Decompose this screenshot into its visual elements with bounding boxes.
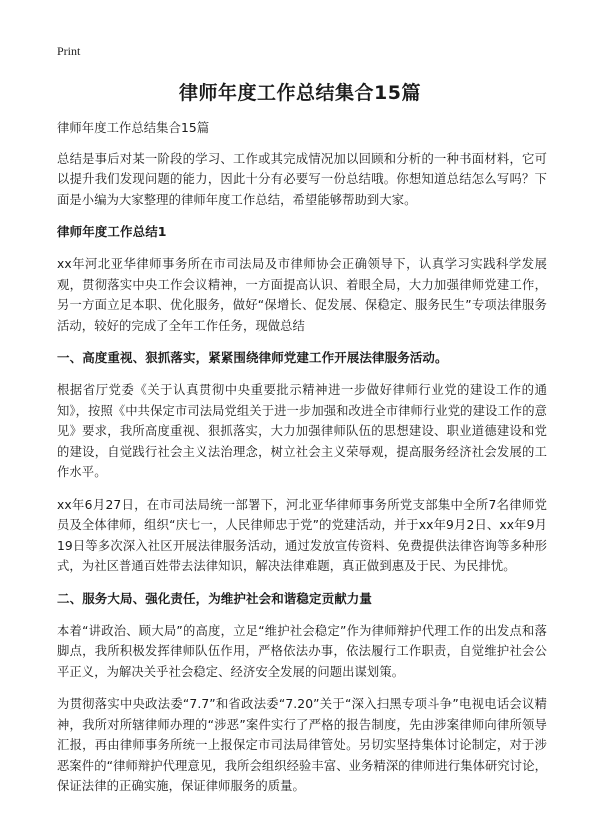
- print-link[interactable]: Print: [57, 44, 81, 58]
- page-title: 律师年度工作总结集合15篇: [179, 82, 421, 104]
- paragraph-a2: xx年6月27日，在市司法局统一部署下，河北亚华律师事务所党支部集中全所7名律师党员及全体律师，组织“庆七一，人民律师忠于党”的党建活动，并于xx年9月2日、xx年9月19日等多次深入社区开展法律服务活动，通过发放宣传资料、免费提供法律咨询等多种形式，为社区普通百姓带去法律知识，解决法律难题，真正做到惠及于民、为民排忧。: [57, 497, 547, 573]
- intro-paragraph: 总结是事后对某一阶段的学习、工作或其完成情况加以回顾和分析的一种书面材料，它可以提升我们发现问题的能力，因此十分有必要写一份总结哦。你想知道总结怎么写吗？下面是小编为大家整理的律师年度工作总结，希望能够帮助到大家。: [57, 151, 547, 207]
- subheading-b: 二、服务大局、强化责任，为维护社会和谐稳定贡献力量: [57, 590, 373, 606]
- article-subtitle: 律师年度工作总结集合15篇: [57, 121, 210, 135]
- paragraph-b2: 为贯彻落实中央政法委“7.7”和省政法委“7.20”关于“深入扫黑专项斗争”电视电话会议精神，我所对所辖律师办理的“涉恶”案件实行了严格的报告制度，先由涉案律师向律所领导汇报，再由律师事务所统一上报保定市司法局律管处。另切实坚持集体讨论制定，对于涉恶案件的“律师辩护代理意见，我所会组织经验丰富、业务精深的律师进行集体研究讨论，保证法律的正确实施，保证律师服务的质量。: [57, 697, 547, 793]
- section1-paragraph-1: xx年河北亚华律师事务所在市司法局及市律师协会正确领导下，认真学习实践科学发展观，贯彻落实中央工作会议精神，一方面提高认识、着眼全局，大力加强律师党建工作，另一方面立足本职、优化服务，做好“保增长、促发展、保稳定、服务民生”专项法律服务活动，较好的完成了全年工作任务，现做总结: [57, 257, 547, 333]
- paragraph-b1: 本着“讲政治、顾大局”的高度，立足“维护社会稳定”作为律师辩护代理工作的出发点和落脚点，我所积极发挥律师队伍作用，严格依法办事，依法履行工作职责，自觉维护社会公平正义，为解决关乎社会稳定、经济安全发展的问题出谋划策。: [57, 623, 547, 679]
- subheading-a: 一、高度重视、狠抓落实，紧紧围绕律师党建工作开展法律服务活动。: [57, 350, 448, 365]
- paragraph-a1: 根据省厅党委《关于认真贯彻中央重要批示精神进一步做好律师行业党的建设工作的通知》，按照《中共保定市司法局党组关于进一步加强和改进全市律师行业党的建设工作的意见》要求，我所高度重视、狠抓落实，大力加强律师队伍的思想建设、职业道德建设和党的建设，自觉践行社会主义法治理念，树立社会主义荣辱观，提高服务经济社会发展的工作水平。: [57, 383, 547, 479]
- article-body: [57, 118, 547, 809]
- section-heading-1: 律师年度工作总结1: [57, 224, 167, 239]
